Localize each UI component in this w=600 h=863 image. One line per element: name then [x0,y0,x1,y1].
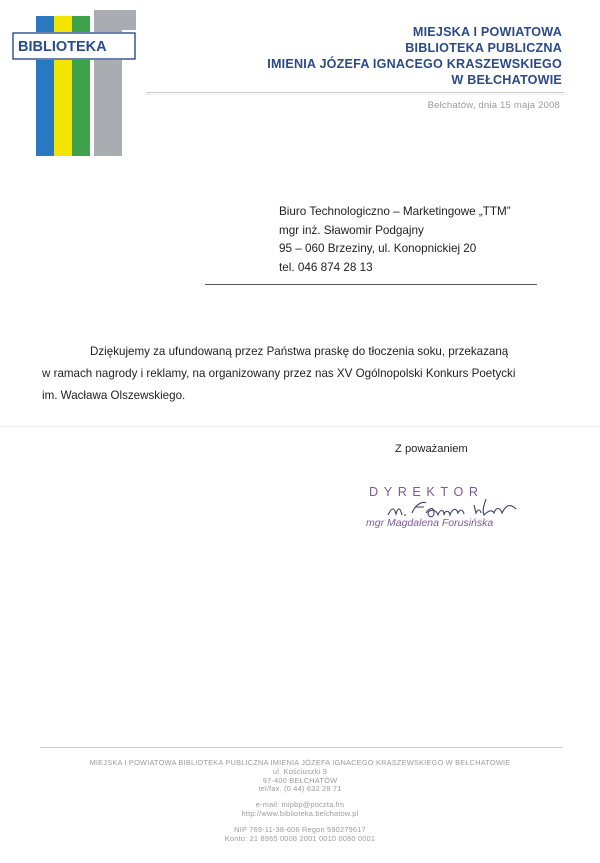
header-line-4: W BEŁCHATOWIE [451,73,562,87]
recipient-person: mgr inż. Sławomir Podgajny [279,223,424,237]
footer-email: e-mail: mipbp@poczta.fm [255,800,345,810]
library-logo-icon [12,10,136,160]
body-line-1: Dziękujemy za ufundowaną przez Państwa praskę do tłoczenia soku, przekazaną [90,345,509,358]
footer-city: 97-400 BEŁCHATÓW [262,775,338,785]
logo-text: BIBLIOTEKA [18,39,107,55]
signature-title-stamp: DYREKTOR [369,485,484,499]
faint-divider [0,426,600,427]
recipient-address [279,203,511,277]
body-line-2: w ramach nagrody i reklamy, na organizowany przez nas XV Ogólnopolski Konkurs Poetycki [42,367,516,380]
signatory-name: mgr Magdalena Forusińska [366,517,494,529]
recipient-company: Biuro Technologiczno – Marketingowe „TTM” [279,205,511,218]
footer-website: http://www.biblioteka.belchatow.pl [241,808,359,818]
header-divider [146,92,564,93]
library-header [267,24,562,88]
footer-tax-ids: NIP 769-11-38-606 Regon 590279617 [234,824,366,834]
header-divider-shadow [146,94,564,95]
letter-body [42,341,572,407]
header-line-3: IMIENIA JÓZEFA IGNACEGO KRASZEWSKIEGO [267,57,562,71]
footer-phone: tel/fax. (0 44) 632 28 71 [258,784,342,794]
footer-bank-account: Konto: 21 8965 0008 2001 0010 0060 0001 [224,833,376,843]
footer-street: ul. Kościuszki 9 [272,766,328,776]
footer-divider [40,747,562,748]
footer-institution: MIEJSKA I POWIATOWA BIBLIOTEKA PUBLICZNA IMIENIA JÓZEFA IGNACEGO KRASZEWSKIEGO W BEŁCHATOWIE [89,758,511,767]
recipient-phone: tel. 046 874 28 13 [279,260,373,274]
header-line-1: MIEJSKA I POWIATOWA [412,25,562,39]
body-line-3: im. Wacława Olszewskiego. [42,389,186,402]
header-line-2: BIBLIOTEKA PUBLICZNA [405,41,562,55]
footer-contact [0,759,600,843]
recipient-street: 95 – 060 Brzeziny, ul. Konopnickiej 20 [279,242,477,256]
letter-date: Bełchatów, dnia 15 maja 2008 [427,100,560,111]
closing-phrase: Z poważaniem [395,443,468,455]
recipient-divider [205,284,537,285]
